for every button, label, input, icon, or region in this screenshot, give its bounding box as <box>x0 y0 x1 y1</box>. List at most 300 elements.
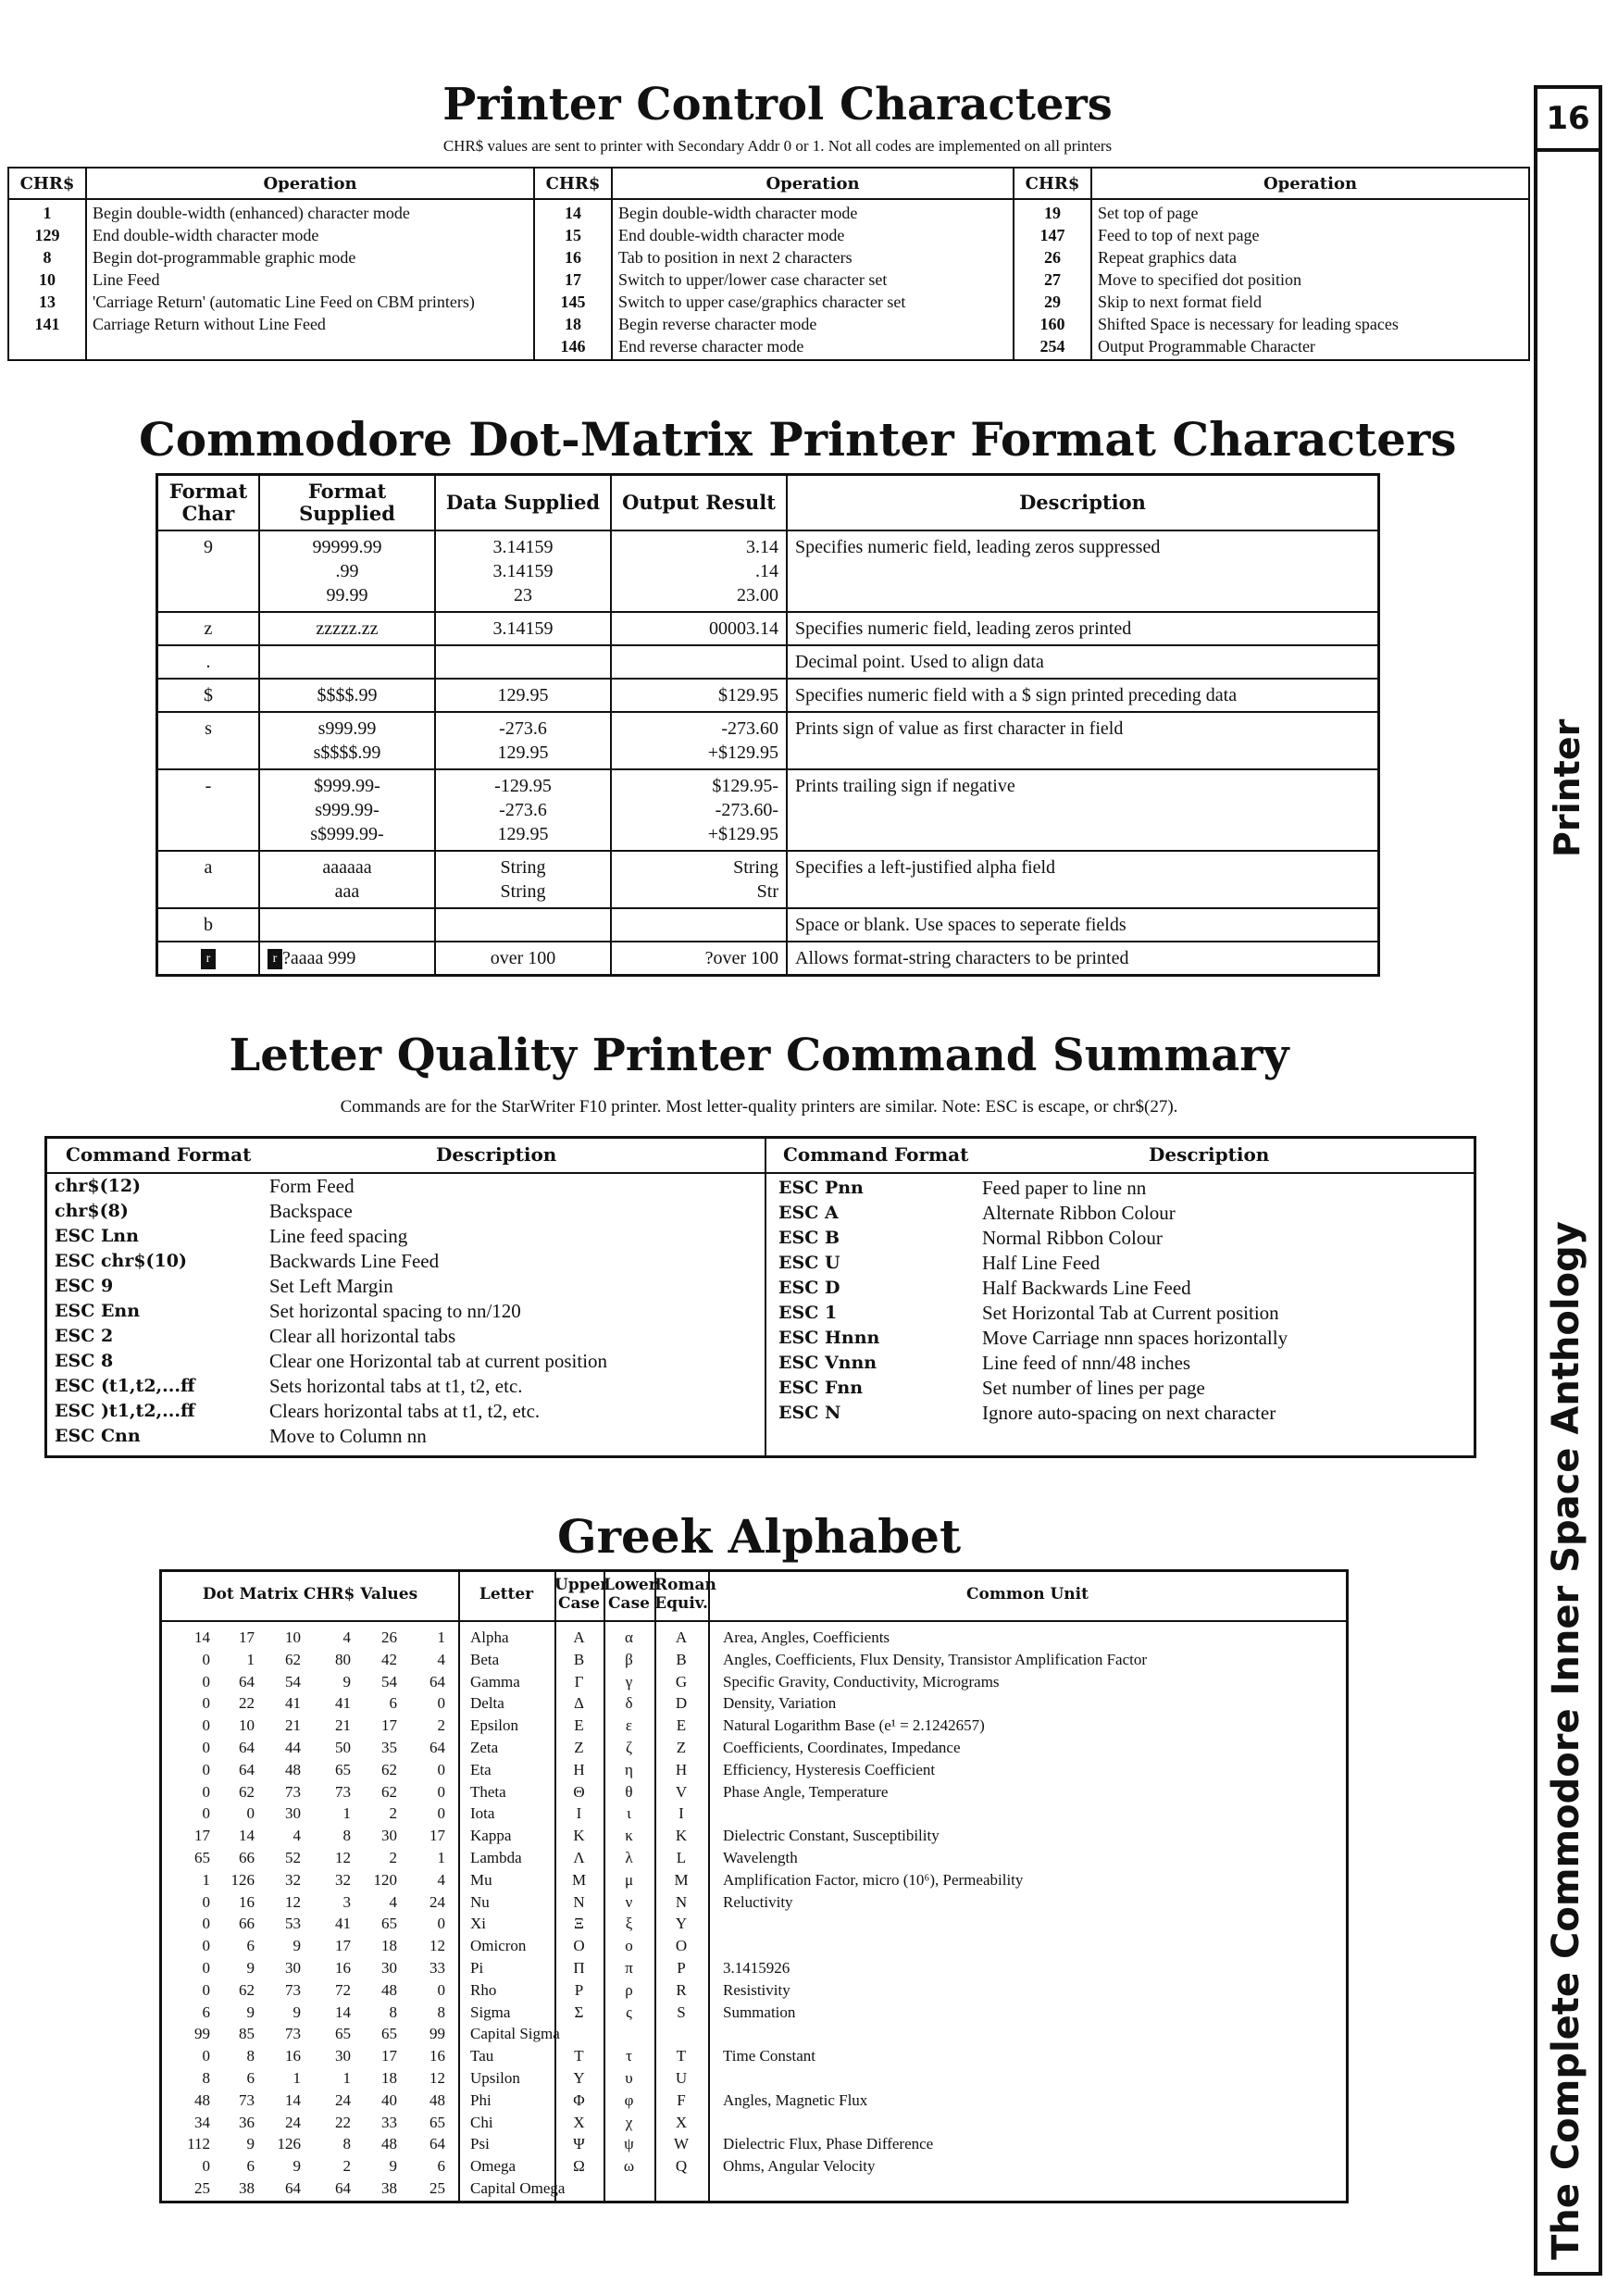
lq-command: ESC Fnn <box>778 1378 864 1398</box>
chrs-value: 54 <box>285 1672 301 1691</box>
format-supplied <box>259 769 435 851</box>
lower-case: ω <box>623 2157 635 2176</box>
chrs-value: 9 <box>246 2135 255 2153</box>
reverse-r-glyph: r <box>201 949 216 969</box>
upper-case-column <box>554 1627 604 2200</box>
roman-equiv: B <box>676 1650 687 1668</box>
lq-description: Feed paper to line nn <box>982 1177 1147 1199</box>
format-data <box>435 530 611 612</box>
chrs-value: 0 <box>202 1892 210 1911</box>
lq-table <box>44 1136 1476 1458</box>
chrs-value: 0 <box>202 1738 210 1756</box>
lq-command: ESC 2 <box>55 1326 114 1346</box>
lower-case: ο <box>625 1937 633 1955</box>
chrs-value: 64 <box>429 2135 445 2153</box>
format-char: $ <box>157 679 260 712</box>
roman-equiv: E <box>676 1716 687 1735</box>
letter-name: Nu <box>470 1892 490 1911</box>
upper-case: Δ <box>574 1694 584 1713</box>
common-unit: Natural Logarithm Base (e¹ = 2.1242657) <box>723 1716 985 1735</box>
header-chrs: CHR$ <box>534 168 612 199</box>
chrs-value: 9 <box>246 2003 255 2021</box>
lower-case: ζ <box>625 1738 633 1756</box>
format-supplied <box>259 712 435 769</box>
control-code: 19 <box>1044 204 1061 222</box>
common-unit: Density, Variation <box>723 1694 837 1713</box>
chrs-value: 4 <box>437 1870 445 1889</box>
common-unit: Area, Angles, Coefficients <box>723 1628 890 1646</box>
chrs-value: 8 <box>389 2003 397 2021</box>
lower-case: φ <box>624 2090 634 2109</box>
lq-command: ESC Vnnn <box>778 1353 877 1373</box>
lq-command: ESC N <box>778 1403 841 1423</box>
common-unit: Angles, Coefficients, Flux Density, Transistor Amplification Factor <box>723 1650 1148 1668</box>
chrs-value: 0 <box>202 1915 210 1933</box>
chrs-value: 0 <box>202 2047 210 2065</box>
format-data-value: 23 <box>514 585 532 605</box>
roman-equiv: N <box>675 1892 688 1911</box>
chrs-value: 17 <box>239 1628 255 1646</box>
upper-case: I <box>576 1804 582 1823</box>
format-data <box>435 942 611 976</box>
upper-case: N <box>573 1892 585 1911</box>
common-unit: Wavelength <box>723 1848 798 1866</box>
chrs-value: 14 <box>335 2003 351 2021</box>
chrs-value: 30 <box>381 1958 397 1977</box>
greek-header-letter: Letter <box>479 1585 534 1603</box>
chrs-value: 64 <box>335 2178 351 2197</box>
chrs-value: 25 <box>194 2178 210 2197</box>
chrs-value: 8 <box>202 2068 210 2087</box>
chrs-value: 14 <box>285 2090 301 2109</box>
upper-case: Π <box>573 1958 585 1977</box>
chrs-value: 85 <box>239 2025 255 2043</box>
letter-name: Kappa <box>470 1827 512 1845</box>
format-supplied-text: ?aaaa 999 <box>282 948 356 968</box>
header-format-supplied: Format Supplied <box>259 475 435 531</box>
lq-description: Sets horizontal tabs at t1, t2, etc. <box>269 1375 523 1397</box>
chrs-value: 73 <box>285 1782 301 1801</box>
roman-equiv: Q <box>675 2157 688 2176</box>
format-supplied <box>259 679 435 712</box>
format-output <box>611 942 787 976</box>
format-output-value: String <box>733 857 778 878</box>
chrs-value: 64 <box>429 1738 445 1756</box>
chrs-value: 62 <box>239 1980 255 1999</box>
roman-equiv: K <box>675 1827 688 1845</box>
roman-equiv: V <box>675 1782 688 1801</box>
format-data <box>435 645 611 679</box>
lq-right-commands <box>778 1176 879 1426</box>
format-supplied <box>259 530 435 612</box>
format-output-value: ?over 100 <box>704 948 778 968</box>
lq-command: ESC Hnnn <box>778 1328 880 1348</box>
control-operation: Begin dot-programmable graphic mode <box>93 248 356 267</box>
chrs-value: 1 <box>246 1650 255 1668</box>
format-data <box>435 612 611 645</box>
header-description: Description <box>787 475 1379 531</box>
letter-name: Psi <box>470 2135 490 2153</box>
letter-name: Lambda <box>470 1848 522 1866</box>
roman-equiv: D <box>675 1694 688 1713</box>
roman-equiv-column <box>654 1627 708 2200</box>
upper-case: P <box>574 1980 584 1999</box>
chrs-value: 0 <box>202 1980 210 1999</box>
lower-case: ς <box>626 2003 632 2021</box>
chrs-value: 24 <box>335 2090 351 2109</box>
chrs-value: 16 <box>429 2047 445 2065</box>
chrs-value: 16 <box>285 2047 301 2065</box>
format-char: 9 <box>157 530 260 612</box>
chrs-value: 6 <box>202 2003 210 2021</box>
letter-name: Rho <box>470 1980 497 1999</box>
chrs-value: 38 <box>239 2178 255 2197</box>
format-output-value: -273.60 <box>721 718 778 739</box>
chrs-value: 48 <box>194 2090 210 2109</box>
chrs-value: 65 <box>429 2113 445 2131</box>
chrs-value: 66 <box>239 1848 255 1866</box>
common-unit: Dielectric Constant, Susceptibility <box>723 1827 940 1845</box>
lq-description: Set horizontal spacing to nn/120 <box>269 1300 521 1322</box>
chrs-value: 6 <box>389 1694 397 1713</box>
chrs-value: 48 <box>285 1760 301 1778</box>
control-operation: Begin reverse character mode <box>618 315 817 333</box>
chrs-value: 66 <box>239 1915 255 1933</box>
chrs-value-column <box>260 1627 301 2200</box>
control-operation: Begin double-width character mode <box>618 204 858 222</box>
control-operation: Switch to upper/lower case character set <box>618 270 888 289</box>
chrs-value: 4 <box>437 1650 445 1668</box>
lq-command: ESC Enn <box>55 1301 141 1321</box>
code-list <box>541 202 605 357</box>
common-unit <box>723 2023 1343 2045</box>
common-unit <box>723 2112 1343 2134</box>
letter-name: Omicron <box>470 1937 527 1955</box>
control-code: 1 <box>43 204 52 222</box>
format-supplied-value <box>268 946 427 970</box>
greek-header-roman: Roman Equiv. <box>654 1576 716 1613</box>
lq-description: Move to Column nn <box>269 1425 427 1447</box>
control-operation: End double-width character mode <box>93 226 319 244</box>
upper-case: X <box>573 2113 585 2131</box>
chrs-value: 25 <box>429 2178 445 2197</box>
control-code: 27 <box>1044 270 1061 289</box>
chrs-value: 33 <box>381 2113 397 2131</box>
control-operation: Shifted Space is necessary for leading spaces <box>1098 315 1399 333</box>
chrs-value: 0 <box>202 2157 210 2176</box>
format-char: s <box>157 712 260 769</box>
lower-case: γ <box>625 1672 633 1691</box>
lq-header-desc: Description <box>436 1143 557 1166</box>
chrs-value: 1 <box>437 1628 445 1646</box>
format-output <box>611 530 787 612</box>
lq-command: ESC 9 <box>55 1276 114 1296</box>
chrs-value: 99 <box>194 2025 210 2043</box>
code-list <box>1020 202 1085 357</box>
chrs-value: 18 <box>381 1937 397 1955</box>
chrs-value: 9 <box>389 2157 397 2176</box>
chrs-value: 8 <box>246 2047 255 2065</box>
chrs-value: 22 <box>239 1694 255 1713</box>
control-operation: Set top of page <box>1098 204 1199 222</box>
common-unit <box>723 2177 1343 2200</box>
chrs-value: 2 <box>342 2157 351 2176</box>
roman-equiv: A <box>675 1628 688 1646</box>
format-data <box>435 769 611 851</box>
common-unit: Dielectric Flux, Phase Difference <box>723 2135 934 2153</box>
chrs-value: 64 <box>285 2178 301 2197</box>
chrs-value: 14 <box>194 1628 210 1646</box>
control-operation: 'Carriage Return' (automatic Line Feed on CBM printers) <box>93 293 475 311</box>
letter-name: Theta <box>470 1782 506 1801</box>
chrs-value: 44 <box>285 1738 301 1756</box>
lq-command: ESC Lnn <box>55 1226 139 1246</box>
format-description: Space or blank. Use spaces to seperate fields <box>787 908 1379 942</box>
chrs-value: 9 <box>246 1958 255 1977</box>
format-char: . <box>157 645 260 679</box>
chrs-value: 73 <box>239 2090 255 2109</box>
format-output-value: +$129.95 <box>707 824 778 844</box>
lower-case: υ <box>625 2068 633 2087</box>
lower-case <box>604 2177 654 2200</box>
common-unit <box>723 1935 1343 1957</box>
lower-case: ε <box>625 1716 633 1735</box>
lower-case: ψ <box>624 2135 634 2153</box>
roman-equiv: Z <box>676 1738 687 1756</box>
format-row <box>157 908 1379 942</box>
chrs-value-column <box>310 1627 351 2200</box>
format-supplied-value: aaa <box>334 881 360 902</box>
lq-left-descriptions <box>269 1174 607 1449</box>
chrs-value: 64 <box>429 1672 445 1691</box>
format-output-value: $129.95- <box>712 776 778 796</box>
format-output-value: 00003.14 <box>709 618 778 639</box>
chrs-value: 17 <box>381 1716 397 1735</box>
letter-name: Eta <box>470 1760 492 1778</box>
lower-case: τ <box>626 2047 632 2065</box>
upper-case: E <box>574 1716 584 1735</box>
chrs-value: 64 <box>239 1738 255 1756</box>
chrs-value: 0 <box>437 1694 445 1713</box>
lower-case <box>604 2023 654 2045</box>
header-operation: Operation <box>1091 168 1529 199</box>
lq-right-descriptions <box>982 1176 1288 1426</box>
lq-header-cmd: Command Format <box>66 1143 252 1166</box>
lq-command: chr$(8) <box>55 1201 129 1221</box>
common-unit: Resistivity <box>723 1980 790 1999</box>
upper-case: Ω <box>573 2157 585 2176</box>
code-list <box>15 202 80 335</box>
format-supplied-value: s$999.99- <box>310 824 384 844</box>
upper-case: Φ <box>573 2090 585 2109</box>
greek-header-upper: Upper Case <box>554 1576 609 1613</box>
chrs-value: 4 <box>389 1892 397 1911</box>
chrs-value: 21 <box>285 1716 301 1735</box>
chrs-value: 73 <box>285 1980 301 1999</box>
control-code: 15 <box>565 226 581 244</box>
chrs-value: 38 <box>381 2178 397 2197</box>
chrs-value: 10 <box>285 1628 301 1646</box>
format-output <box>611 851 787 908</box>
control-code: 26 <box>1044 248 1061 267</box>
lower-case: ξ <box>625 1915 633 1933</box>
format-char <box>157 942 260 976</box>
format-row <box>157 712 1379 769</box>
control-operation: Feed to top of next page <box>1098 226 1260 244</box>
common-unit: Summation <box>723 2003 796 2021</box>
chrs-value: 0 <box>202 1716 210 1735</box>
common-unit: Angles, Magnetic Flux <box>723 2090 868 2109</box>
chrs-value: 14 <box>239 1827 255 1845</box>
roman-equiv: T <box>676 2047 687 2065</box>
lower-case: α <box>625 1628 633 1646</box>
lq-description: Half Line Feed <box>982 1252 1101 1274</box>
lower-case-column <box>604 1627 654 2200</box>
lq-description: Alternate Ribbon Colour <box>982 1202 1176 1224</box>
chrs-value: 30 <box>285 1804 301 1823</box>
lq-description: Backspace <box>269 1200 353 1222</box>
greek-header-unit: Common Unit <box>966 1585 1089 1603</box>
chrs-value-column <box>169 1627 210 2200</box>
lq-description: Set Horizontal Tab at Current position <box>982 1302 1279 1324</box>
chrs-value: 0 <box>246 1804 255 1823</box>
format-data-value: 3.14159 <box>492 561 554 581</box>
format-data-value: String <box>500 881 546 902</box>
lower-case: ν <box>625 1892 633 1911</box>
letter-name: Mu <box>470 1870 492 1889</box>
reverse-r-glyph: r <box>268 949 282 969</box>
chrs-value-column <box>356 1627 397 2200</box>
upper-case: A <box>573 1628 585 1646</box>
chrs-value: 42 <box>381 1650 397 1668</box>
upper-case <box>554 2023 604 2045</box>
control-code: 160 <box>1039 315 1065 333</box>
chrs-value: 0 <box>202 1694 210 1713</box>
format-row <box>157 851 1379 908</box>
format-output-value: 23.00 <box>737 585 778 605</box>
lq-command: ESC U <box>778 1253 840 1273</box>
chrs-value: 50 <box>335 1738 351 1756</box>
chrs-value: 35 <box>381 1738 397 1756</box>
lq-command: ESC chr$(10) <box>55 1251 187 1271</box>
chrs-value: 0 <box>202 1937 210 1955</box>
chrs-value: 41 <box>335 1915 351 1933</box>
chrs-value: 48 <box>381 1980 397 1999</box>
lower-case: θ <box>625 1782 633 1801</box>
format-output-value: $129.95 <box>718 685 778 705</box>
format-data-value: 3.14159 <box>492 537 554 557</box>
format-description: Specifies numeric field, leading zeros printed <box>787 612 1379 645</box>
format-data <box>435 851 611 908</box>
lq-command: ESC B <box>778 1228 840 1248</box>
common-unit: Amplification Factor, micro (10⁶), Permeability <box>723 1870 1024 1889</box>
format-char: a <box>157 851 260 908</box>
chrs-value: 6 <box>246 2157 255 2176</box>
lq-description: Set Left Margin <box>269 1275 393 1297</box>
upper-case: O <box>573 1937 585 1955</box>
format-output-value: .14 <box>755 561 778 581</box>
lower-case: ι <box>627 1804 631 1823</box>
format-output-value: 3.14 <box>746 537 778 557</box>
chrs-value: 48 <box>381 2135 397 2153</box>
control-operation: Begin double-width (enhanced) character mode <box>93 204 410 222</box>
chrs-value: 0 <box>437 1804 445 1823</box>
letter-name: Phi <box>470 2090 492 2109</box>
roman-equiv <box>654 2177 708 2200</box>
letter-name: Beta <box>470 1650 500 1668</box>
letter-name: Sigma <box>470 2003 511 2021</box>
chrs-value: 73 <box>335 1782 351 1801</box>
letter-name: Xi <box>470 1915 486 1933</box>
upper-case: Θ <box>573 1782 585 1801</box>
upper-case: H <box>573 1760 585 1778</box>
header-chrs: CHR$ <box>1014 168 1091 199</box>
chrs-value: 64 <box>239 1760 255 1778</box>
chrs-value: 126 <box>277 2135 301 2153</box>
letter-name: Capital Sigma <box>470 2025 560 2043</box>
control-code: 8 <box>43 248 52 267</box>
control-code: 141 <box>34 315 60 333</box>
upper-case: Y <box>573 2068 585 2087</box>
format-char: - <box>157 769 260 851</box>
format-supplied-value: s$$$$.99 <box>313 742 381 763</box>
format-data-value: over 100 <box>490 948 556 968</box>
format-output <box>611 712 787 769</box>
lq-description: Clear one Horizontal tab at current position <box>269 1350 608 1372</box>
chrs-value: 99 <box>429 2025 445 2043</box>
chrs-value: 6 <box>437 2157 445 2176</box>
lq-title: Letter Quality Printer Command Summary <box>229 1029 1289 1081</box>
letter-name: Chi <box>470 2113 493 2131</box>
common-unit <box>723 1913 1343 1935</box>
chrs-value: 8 <box>342 2135 351 2153</box>
chrs-value: 8 <box>437 2003 445 2021</box>
chrs-value: 0 <box>437 1915 445 1933</box>
format-supplied-value: s999.99 <box>317 718 377 739</box>
lq-description: Set number of lines per page <box>982 1377 1205 1399</box>
common-unit: Specific Gravity, Conductivity, Micrograms <box>723 1672 1000 1691</box>
chrs-value: 12 <box>285 1892 301 1911</box>
control-code: 254 <box>1039 337 1065 356</box>
format-description: Specifies numeric field, leading zeros suppressed <box>787 530 1379 612</box>
lq-header-cmd: Command Format <box>783 1143 969 1166</box>
format-data-value: String <box>500 857 546 878</box>
letter-name: Omega <box>470 2157 517 2176</box>
format-supplied <box>259 645 435 679</box>
upper-case: Ξ <box>574 1915 584 1933</box>
upper-case: Γ <box>574 1672 584 1691</box>
format-output <box>611 679 787 712</box>
common-unit: Efficiency, Hysteresis Coefficient <box>723 1760 936 1778</box>
lq-command: ESC (t1,t2,...ff <box>55 1376 195 1396</box>
common-unit <box>723 2067 1343 2090</box>
control-code: 13 <box>39 293 56 311</box>
chrs-value: 18 <box>381 2068 397 2087</box>
format-data <box>435 679 611 712</box>
chrs-value-column <box>214 1627 255 2200</box>
control-operation: Output Programmable Character <box>1098 337 1315 356</box>
upper-case: M <box>571 1870 587 1889</box>
lq-command: chr$(12) <box>55 1176 142 1196</box>
chrs-value: 16 <box>335 1958 351 1977</box>
roman-equiv: W <box>673 2135 690 2153</box>
format-description: Specifies numeric field with a $ sign printed preceding data <box>787 679 1379 712</box>
lq-command: ESC Pnn <box>778 1178 864 1198</box>
lq-description: Move Carriage nnn spaces horizontally <box>982 1327 1288 1349</box>
format-data-value: -129.95 <box>494 776 552 796</box>
chrs-value: 62 <box>381 1782 397 1801</box>
chrs-value: 9 <box>292 2157 301 2176</box>
